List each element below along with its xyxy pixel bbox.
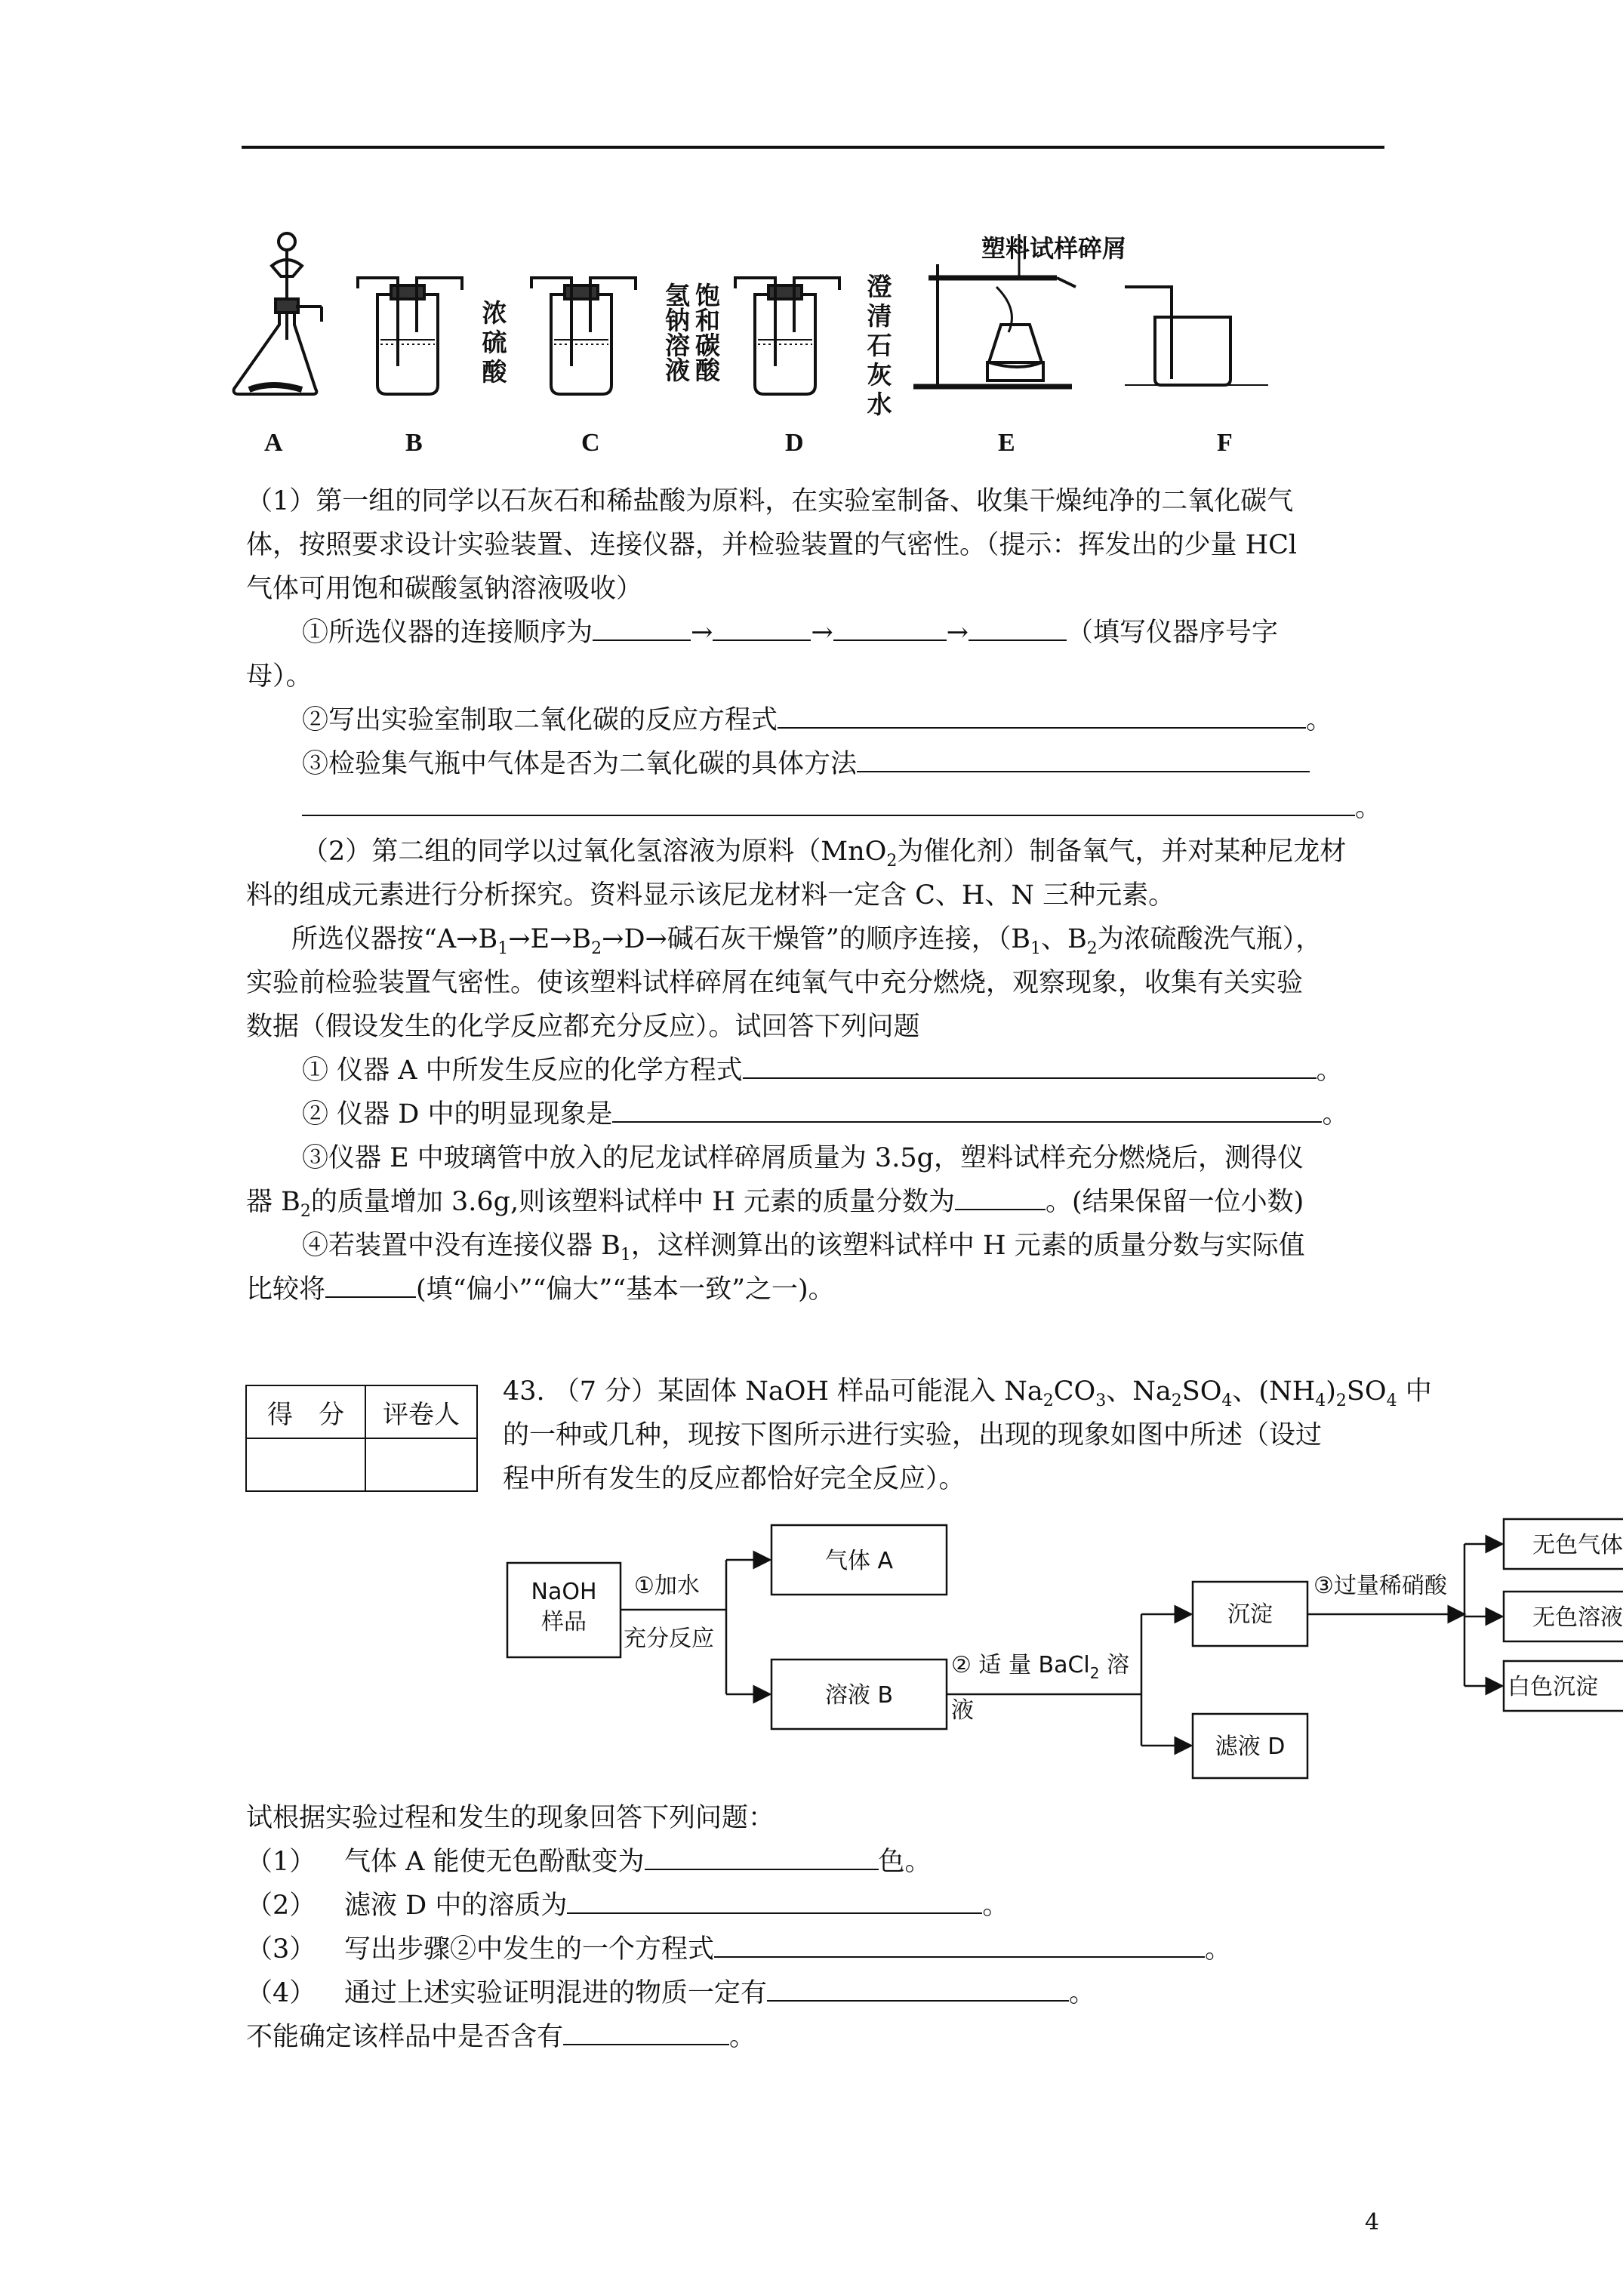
q2-sub-4b-text: ，这样测算出的该塑料试样中 H 元素的质量分数与实际值 xyxy=(630,1231,1305,1261)
flow-step2-a: ② 适 量 BaCl xyxy=(951,1652,1090,1678)
label-b-reagent: 浓硫酸 xyxy=(482,298,507,387)
flow-solution-b: 溶液 B xyxy=(824,1682,894,1709)
answer-blank-14[interactable] xyxy=(714,1934,1205,1958)
flow-step2 xyxy=(951,1652,1129,1682)
q2-sub-3b-text: 器 B xyxy=(246,1187,300,1217)
apparatus-d-icon xyxy=(735,278,839,394)
score-cell[interactable] xyxy=(246,1438,365,1491)
apparatus-label-b: B xyxy=(405,429,423,457)
q2-intro-4: 实验前检验装置气密性。使该塑料试样碎屑在纯氧气中充分燃烧，观察现象，收集有关实验 xyxy=(246,968,1304,998)
q1-part-c-line2: 。 xyxy=(302,787,1381,824)
grader-cell[interactable] xyxy=(365,1438,477,1491)
q43-q1-num: （1） xyxy=(246,1847,316,1877)
apparatus-figure xyxy=(219,219,1291,476)
apparatus-label-e: E xyxy=(998,429,1015,457)
q43-questions-intro: 试根据实验过程和发生的现象回答下列问题： xyxy=(246,1803,775,1833)
label-e-sample: 塑料试样碎屑 xyxy=(981,234,1127,263)
q43-q4-tail: 。 xyxy=(1069,1978,1096,2008)
q43-q4-num: （4） xyxy=(246,1978,316,2008)
q2-intro-1b: 为催化剂）制备氧气，并对某种尼龙材 xyxy=(897,837,1347,867)
q2-order xyxy=(291,918,1322,958)
q1-part-a-text: ①所选仪器的连接顺序为 xyxy=(302,618,593,648)
q2-intro-2: 料的组成元素进行分析探究。资料显示该尼龙材料一定含 C、H、N 三种元素。 xyxy=(246,880,1175,911)
q43-q1-tail: 色。 xyxy=(878,1847,932,1877)
score-table xyxy=(245,1385,478,1492)
q43-line1a: 43. （7 分）某固体 NaOH 样品可能混入 Na xyxy=(503,1376,1043,1407)
answer-blank-1[interactable] xyxy=(593,617,691,641)
flow-precipitate: 沉淀 xyxy=(1227,1601,1273,1628)
q43-line1h: 中 xyxy=(1397,1376,1432,1407)
sub-1: 1 xyxy=(497,939,509,958)
answer-blank-3[interactable] xyxy=(833,617,947,641)
answer-blank-4[interactable] xyxy=(969,617,1067,641)
q43-q2-num: （2） xyxy=(246,1891,316,1921)
q1-part-a: ①所选仪器的连接顺序为 → → → （填写仪器序号字 xyxy=(302,618,1279,648)
apparatus-label-c: C xyxy=(581,429,600,457)
flow-step2-b: 溶 xyxy=(1099,1652,1130,1678)
q43-q3-text: 写出步骤②中发生的一个方程式 xyxy=(344,1934,715,1965)
q1-intro-3: 气体可用饱和碳酸氢钠溶液吸收） xyxy=(246,574,643,604)
answer-blank-7[interactable] xyxy=(302,792,1355,816)
sub-2: 2 xyxy=(300,1202,311,1221)
sub-1: 1 xyxy=(1030,939,1041,958)
label-c-text: 饱和碳酸氢钠溶液 xyxy=(661,282,721,382)
q1-part-b: ②写出实验室制取二氧化碳的反应方程式 。 xyxy=(302,705,1333,735)
q43-line1f: ) xyxy=(1326,1376,1336,1407)
answer-blank-6[interactable] xyxy=(857,748,1310,772)
q2-intro-1a: （2）第二组的同学以过氧化氢溶液为原料（MnO xyxy=(302,837,887,867)
q1-part-c-text: ③检验集气瓶中气体是否为二氧化碳的具体方法 xyxy=(302,749,858,779)
label-c-reagent xyxy=(645,272,721,393)
score-header: 得 分 xyxy=(246,1385,365,1438)
answer-blank-5[interactable] xyxy=(778,704,1306,729)
q43-line1c: 、Na xyxy=(1106,1376,1172,1407)
flow-filtrate-d: 滤液 D xyxy=(1215,1734,1286,1760)
q1-intro-1: （1）第一组的同学以石灰石和稀盐酸为原料，在实验室制备、收集干燥纯净的二氧化碳气 xyxy=(246,486,1294,516)
answer-blank-13[interactable] xyxy=(567,1890,982,1914)
flow-out-2: 无色溶液 xyxy=(1532,1604,1623,1631)
q2-sub-3d-text: 。(结果保留一位小数) xyxy=(1045,1187,1304,1217)
label-d-reagent: 澄清石灰水 xyxy=(867,272,892,419)
answer-blank-16[interactable] xyxy=(563,2021,729,2045)
apparatus-label-d: D xyxy=(785,429,804,457)
q43-line1b: CO xyxy=(1053,1376,1096,1407)
q43-line1e: 、(NH xyxy=(1232,1376,1316,1407)
header-rule xyxy=(242,146,1384,149)
q43-question-2 xyxy=(246,1885,1009,1922)
q1-part-a-tail2: 母）。 xyxy=(246,661,313,692)
sub-4: 4 xyxy=(1386,1391,1397,1410)
q2-order-2: →E→B xyxy=(508,924,592,954)
q43-line-1 xyxy=(503,1370,1432,1410)
answer-blank-9[interactable] xyxy=(612,1099,1322,1123)
apparatus-a-icon xyxy=(234,233,322,394)
sub-4: 4 xyxy=(1315,1391,1326,1410)
page-number: 4 xyxy=(1365,2209,1380,2236)
experiment-flow-diagram xyxy=(483,1510,1623,1782)
q2-sub-4c xyxy=(246,1268,835,1306)
q43-q5-text: 不能确定该样品中是否含有 xyxy=(246,2022,564,2052)
q1-intro-2: 体，按照要求设计实验装置、连接仪器，并检验装置的气密性。（提示：挥发出的少量 HCl xyxy=(246,530,1298,560)
flow-naoh-2: 样品 xyxy=(541,1609,587,1635)
q43-q4-text: 通过上述实验证明混进的物质一定有 xyxy=(344,1978,768,2008)
q1-part-c xyxy=(302,743,1310,781)
sub-3: 3 xyxy=(1095,1391,1107,1410)
q43-line1d: SO xyxy=(1181,1376,1222,1407)
answer-blank-10[interactable] xyxy=(955,1186,1046,1210)
flow-step1-bottom: 充分反应 xyxy=(624,1626,714,1652)
answer-blank-12[interactable] xyxy=(645,1846,879,1870)
q2-sub-4a-text: ④若装置中没有连接仪器 B xyxy=(302,1231,621,1261)
q43-question-1 xyxy=(246,1841,932,1878)
q43-question-3 xyxy=(246,1928,1231,1966)
flow-gas-a: 气体 A xyxy=(824,1548,894,1574)
q2-sub-2: ② 仪器 D 中的明显现象是 。 xyxy=(302,1099,1349,1130)
q2-sub-3b xyxy=(246,1181,1304,1221)
q43-line-2: 的一种或几种，现按下图所示进行实验，出现的现象如图中所述（设过 xyxy=(503,1420,1323,1450)
sub-1: 1 xyxy=(620,1246,631,1265)
answer-blank-8[interactable] xyxy=(743,1055,1317,1079)
apparatus-f-icon xyxy=(1125,287,1268,385)
flow-step3: ③过量稀硝酸 xyxy=(1313,1573,1447,1599)
q2-sub-4a xyxy=(302,1225,1305,1265)
q43-question-5 xyxy=(246,2016,756,2054)
q2-sub-4d-text: (填“偏小”“偏大”“基本一致”之一)。 xyxy=(416,1274,835,1305)
apparatus-b-icon xyxy=(358,278,462,394)
flow-out-3: 白色沉淀 xyxy=(1508,1674,1598,1700)
sub-2: 2 xyxy=(1089,1664,1100,1682)
q2-sub-1: ① 仪器 A 中所发生反应的化学方程式 。 xyxy=(302,1056,1343,1086)
flow-step2-c: 液 xyxy=(951,1697,974,1724)
q2-order-3: →D→碱石灰干燥管”的顺序连接，（B xyxy=(602,924,1030,954)
q43-q5-tail: 。 xyxy=(729,2022,756,2052)
sub-2: 2 xyxy=(1086,939,1098,958)
flow-naoh-1: NaOH xyxy=(531,1579,597,1605)
q2-intro-1 xyxy=(302,831,1346,871)
q2-sub-4c-text: 比较将 xyxy=(246,1274,326,1305)
q1-part-b-text: ②写出实验室制取二氧化碳的反应方程式 xyxy=(302,705,778,735)
apparatus-c-icon xyxy=(531,278,636,394)
apparatus-label-a: A xyxy=(264,429,283,457)
flow-step1-top: ①加水 xyxy=(634,1573,700,1599)
q1-part-a-tail: （填写仪器序号字 xyxy=(1067,618,1279,648)
sub-2: 2 xyxy=(1042,1391,1054,1410)
sub-2: 2 xyxy=(1335,1391,1347,1410)
answer-blank-11[interactable] xyxy=(325,1274,416,1298)
q2-intro-5: 数据（假设发生的化学反应都充分反应）。试回答下列问题 xyxy=(246,1012,920,1042)
grader-header: 评卷人 xyxy=(365,1385,477,1438)
q43-line1g: SO xyxy=(1346,1376,1387,1407)
q2-sub-2-text: ② 仪器 D 中的明显现象是 xyxy=(302,1099,613,1130)
q43-q2-tail: 。 xyxy=(982,1891,1009,1921)
q2-sub-3a: ③仪器 E 中玻璃管中放入的尼龙试样碎屑质量为 3.5g，塑料试样充分燃烧后，测得仪 xyxy=(302,1143,1304,1173)
q2-order-1: 所选仪器按“A→B xyxy=(291,924,498,954)
q43-q2-text: 滤液 D 中的溶质为 xyxy=(344,1891,568,1921)
q43-q3-num: （3） xyxy=(246,1934,316,1965)
q2-order-4: 、B xyxy=(1040,924,1087,954)
apparatus-label-f: F xyxy=(1217,429,1233,457)
q43-question-4 xyxy=(246,1972,1095,2010)
q43-q1-text: 气体 A 能使无色酚酞变为 xyxy=(344,1847,645,1877)
sub-2: 2 xyxy=(591,939,602,958)
q2-order-5: 为浓硫酸洗气瓶）， xyxy=(1097,924,1323,954)
sub-2: 2 xyxy=(886,852,898,871)
sub-2: 2 xyxy=(1171,1391,1182,1410)
answer-blank-15[interactable] xyxy=(767,1977,1069,2002)
answer-blank-2[interactable] xyxy=(713,617,811,641)
q2-sub-3c-text: 的质量增加 3.6g,则该塑料试样中 H 元素的质量分数为 xyxy=(310,1187,955,1217)
sub-4: 4 xyxy=(1221,1391,1233,1410)
q2-sub-1-text: ① 仪器 A 中所发生反应的化学方程式 xyxy=(302,1056,743,1086)
flow-out-1: 无色气体 xyxy=(1532,1532,1623,1558)
q43-line-3: 程中所有发生的反应都恰好完全反应）。 xyxy=(503,1464,965,1494)
q43-q3-tail: 。 xyxy=(1205,1934,1232,1965)
